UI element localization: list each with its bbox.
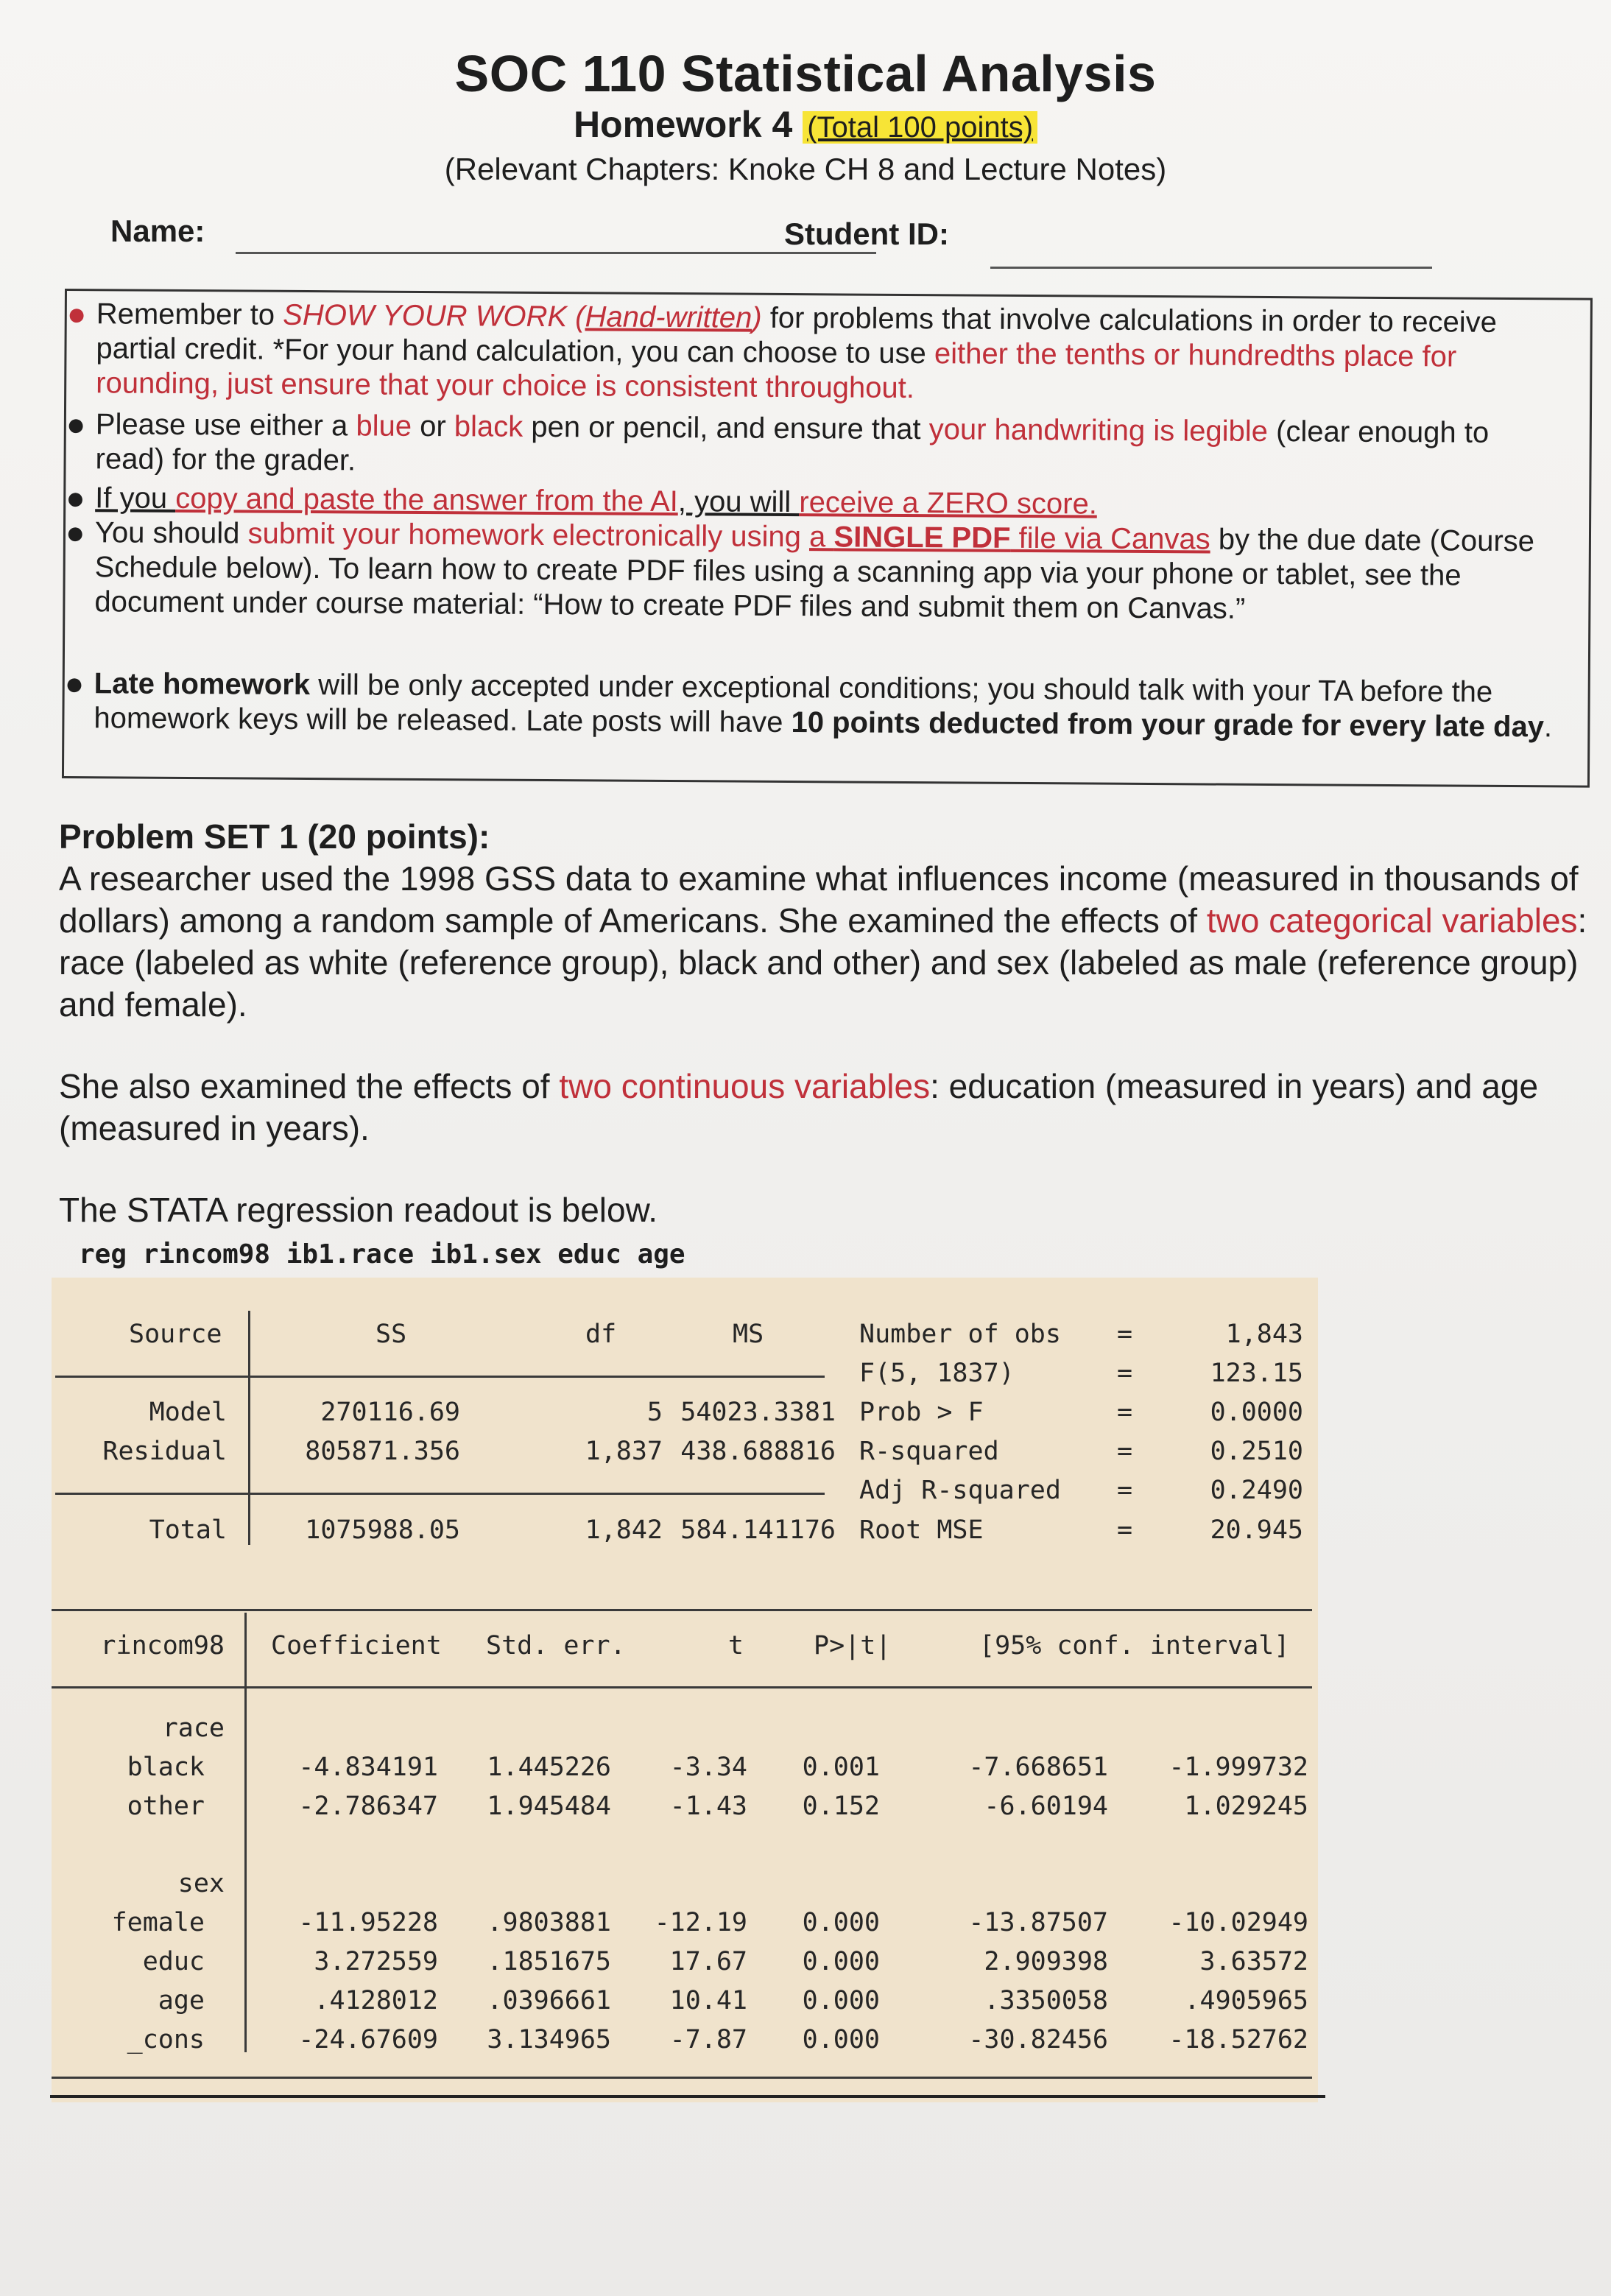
coef-row-ci-low: -6.60194 <box>984 1792 1108 1821</box>
coef-row-t: -12.19 <box>654 1908 747 1937</box>
coef-header-t: t <box>727 1631 744 1661</box>
coef-row-t: -1.43 <box>669 1792 747 1821</box>
readout-intro: The STATA regression readout is below. <box>59 1191 658 1229</box>
stat-label: Number of obs <box>859 1320 1061 1349</box>
anova-row-df: 1,837 <box>585 1437 663 1466</box>
stat-equals: = <box>1117 1476 1133 1505</box>
page-title: SOC 110 Statistical Analysis <box>454 45 1157 102</box>
anova-row-ss: 270116.69 <box>320 1398 460 1427</box>
stat-label: Adj R-squared <box>859 1476 1061 1505</box>
anova-row-source: Total <box>149 1515 227 1545</box>
coef-row-ci-low: -30.82456 <box>968 2025 1108 2054</box>
anova-row-df: 1,842 <box>585 1515 663 1545</box>
anova-divider <box>248 1311 250 1545</box>
student-id-label: Student ID: <box>784 216 949 251</box>
problem-set-title: Problem SET 1 (20 points): <box>59 817 490 856</box>
anova-row-ss: 805871.356 <box>305 1437 460 1466</box>
stat-equals: = <box>1117 1359 1133 1388</box>
coef-row-t: 17.67 <box>669 1947 747 1976</box>
coef-row-ci-high: -18.52762 <box>1168 2025 1308 2054</box>
coef-row-p: 0.000 <box>802 1908 880 1937</box>
coef-top-rule <box>52 1609 1312 1611</box>
anova-row-source: Residual <box>102 1437 227 1466</box>
stat-value: 0.2510 <box>1210 1437 1303 1466</box>
bullet-icon: ● <box>64 666 85 702</box>
coef-row-se: .1851675 <box>487 1947 611 1976</box>
instruction-ai-warning: ● If you copy and paste the answer from the AI, you will receive a ZERO score. <box>66 480 1098 521</box>
stat-equals: = <box>1117 1398 1133 1427</box>
coef-divider <box>244 1613 247 2052</box>
coef-row-se: .0396661 <box>487 1986 611 2015</box>
anova-header-rule <box>55 1376 825 1378</box>
coef-group-sex: sex <box>177 1869 225 1898</box>
stat-value: 123.15 <box>1210 1359 1303 1388</box>
stat-value: 0.2490 <box>1210 1476 1303 1505</box>
student-info-row <box>110 214 1436 272</box>
instruction-show-work: ● Remember to SHOW YOUR WORK (Hand-written) for problems that involve calculations in order to receive partial credit. *For your hand calculation, you can choose to use either the tenths or hundredths place for rounding, just ensure that your choice is consistent throughout. <box>66 296 1498 405</box>
coef-row-p: 0.000 <box>802 1986 880 2015</box>
stat-equals: = <box>1117 1437 1133 1466</box>
coef-row-se: 3.134965 <box>487 2025 611 2054</box>
coef-bottom-rule <box>52 2077 1312 2079</box>
name-field[interactable] <box>236 252 876 254</box>
continuous-variables-text: She also examined the effects of two continuous variables: education (measured in years) and age (measured in years). <box>59 1067 1539 1147</box>
anova-row-ms: 584.141176 <box>680 1515 836 1545</box>
coef-row-name: other <box>127 1792 205 1821</box>
relevant-chapters: (Relevant Chapters: Knoke CH 8 and Lecture Notes) <box>444 152 1167 186</box>
instructions-box <box>62 289 1593 788</box>
coef-row-name: educ <box>142 1947 205 1976</box>
coef-row-coefficient: -11.95228 <box>298 1908 438 1937</box>
anova-row-ms: 438.688816 <box>680 1437 836 1466</box>
coef-header-rule <box>52 1686 1312 1688</box>
stat-value: 0.0000 <box>1210 1398 1303 1427</box>
coef-header-se: Std. err. <box>486 1631 626 1661</box>
coef-row-se: .9803881 <box>487 1908 611 1937</box>
coef-row-ci-high: 3.63572 <box>1199 1947 1308 1976</box>
anova-header-ss: SS <box>376 1320 407 1349</box>
instruction-list <box>64 291 1590 744</box>
coef-group-race: race <box>162 1714 225 1743</box>
coef-header-dv: rincom98 <box>100 1631 225 1661</box>
instruction-pen: ● Please use either a blue or black pen or pencil, and ensure that your handwriting is legible (clear enough to read) for the grader. <box>66 406 1490 477</box>
stata-output <box>52 1278 1318 2102</box>
page-bottom-rule <box>50 2095 1325 2098</box>
coef-row-se: 1.445226 <box>487 1753 611 1782</box>
coef-row-coefficient: .4128012 <box>314 1986 438 2015</box>
stat-label: Root MSE <box>859 1515 984 1545</box>
bullet-icon: ● <box>66 296 87 333</box>
problem-description: A researcher used the 1998 GSS data to examine what influences income (measured in thousands of dollars) among a random sample of Americans. She examined the effects of two categorical variables: race (labeled as white (reference group), black and other) and sex (labeled as male (reference group) and female). <box>59 859 1587 1024</box>
instruction-submit: ● You should submit your homework electronically using a SINGLE PDF file via Canvas by the due date (Course Schedule below). To learn how to create PDF files using a scanning app via your phone or tablet, see the document under course material: “How to create PDF files and submit them on Canvas.” <box>65 515 1535 625</box>
coef-row-ci-high: -10.02949 <box>1168 1908 1308 1937</box>
stat-value: 1,843 <box>1225 1320 1303 1349</box>
instruction-late-homework: ● Late homework will be only accepted under exceptional conditions; you should talk with your TA before the homework keys will be released. Late posts will have 10 points deducted from your grade for every late day. <box>64 666 1553 744</box>
stata-command: reg rincom98 ib1.race ib1.sex educ age <box>79 1239 685 1270</box>
stat-label: F(5, 1837) <box>859 1359 1015 1388</box>
anova-header-df: df <box>585 1320 617 1349</box>
anova-row-ms: 54023.3381 <box>680 1398 836 1427</box>
coef-row-p: 0.152 <box>802 1792 880 1821</box>
bullet-icon: ● <box>65 515 85 552</box>
coef-row-ci-low: 2.909398 <box>984 1947 1108 1976</box>
bullet-icon: ● <box>66 406 86 443</box>
stat-value: 20.945 <box>1210 1515 1303 1545</box>
total-points: (Total 100 points) <box>803 111 1037 144</box>
coef-header-ci: [95% conf. interval] <box>979 1631 1290 1661</box>
homework-label: Homework 4 <box>573 104 793 145</box>
coef-row-se: 1.945484 <box>487 1792 611 1821</box>
anova-row-df: 5 <box>646 1398 663 1427</box>
name-label: Name: <box>110 214 205 248</box>
coef-row-coefficient: -2.786347 <box>298 1792 438 1821</box>
coef-row-ci-low: -7.668651 <box>968 1753 1108 1782</box>
anova-header-source: Source <box>129 1320 222 1349</box>
stat-label: R-squared <box>859 1437 999 1466</box>
stat-equals: = <box>1117 1320 1133 1349</box>
coef-row-t: -7.87 <box>669 2025 747 2054</box>
coef-row-ci-high: 1.029245 <box>1184 1792 1308 1821</box>
coef-row-t: 10.41 <box>669 1986 747 2015</box>
coef-header-p: P>|t| <box>814 1631 892 1661</box>
coef-row-name: _cons <box>127 2025 205 2054</box>
coef-row-name: female <box>111 1908 205 1937</box>
student-id-field[interactable] <box>990 267 1432 269</box>
anova-total-rule <box>55 1493 825 1495</box>
stat-equals: = <box>1117 1515 1133 1545</box>
anova-row-source: Model <box>149 1398 227 1427</box>
coef-row-p: 0.000 <box>802 1947 880 1976</box>
coef-row-ci-low: -13.87507 <box>968 1908 1108 1937</box>
anova-row-ss: 1075988.05 <box>305 1515 460 1545</box>
coef-row-coefficient: -24.67609 <box>298 2025 438 2054</box>
coef-row-p: 0.000 <box>802 2025 880 2054</box>
coef-row-p: 0.001 <box>802 1753 880 1782</box>
homework-subtitle <box>0 103 1611 146</box>
coef-row-ci-low: .3350058 <box>984 1986 1108 2015</box>
coef-row-coefficient: -4.834191 <box>298 1753 438 1782</box>
coef-row-t: -3.34 <box>669 1753 747 1782</box>
bullet-icon: ● <box>66 480 85 517</box>
coef-row-name: black <box>127 1753 205 1782</box>
anova-header-ms: MS <box>733 1320 764 1349</box>
coef-header-coefficient: Coefficient <box>271 1631 442 1661</box>
coef-row-ci-high: -1.999732 <box>1168 1753 1308 1782</box>
coef-row-ci-high: .4905965 <box>1184 1986 1308 2015</box>
coef-row-coefficient: 3.272559 <box>314 1947 438 1976</box>
stat-label: Prob > F <box>859 1398 984 1427</box>
coef-row-name: age <box>158 1986 205 2015</box>
